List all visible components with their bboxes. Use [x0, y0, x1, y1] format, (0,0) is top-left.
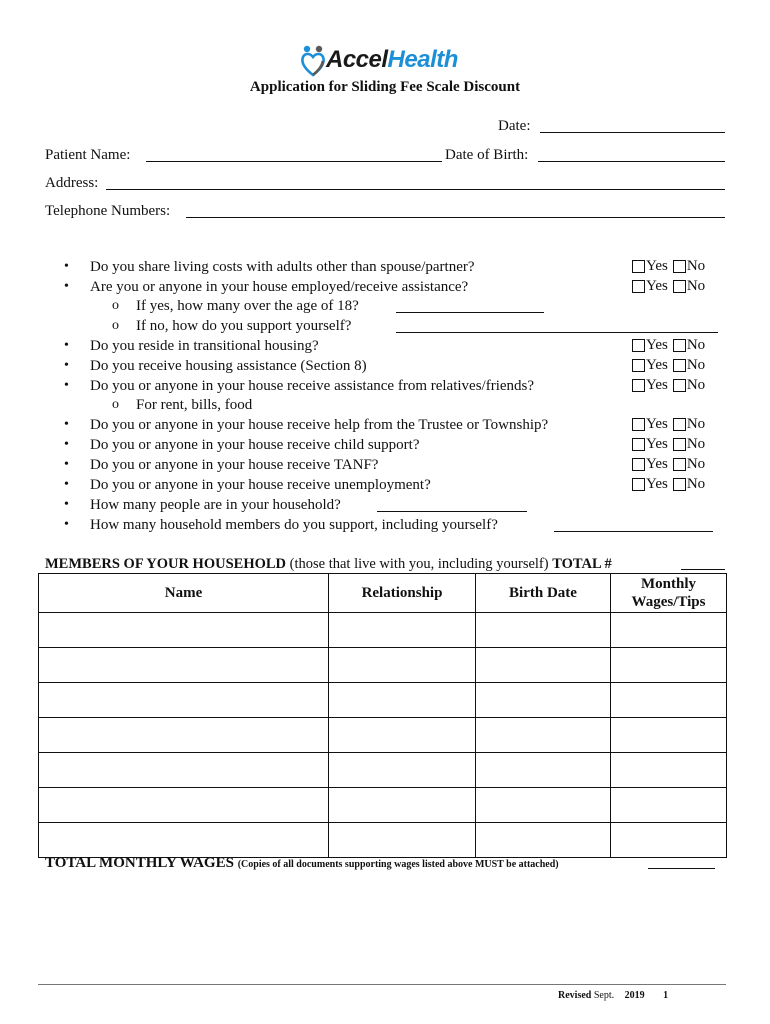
question-transitional-housing: Do you reside in transitional housing? — [90, 338, 319, 354]
yes-checkbox[interactable] — [632, 478, 645, 491]
question-section-8: Do you receive housing assistance (Section 8) — [90, 358, 367, 374]
patient-name-label: Patient Name: — [45, 147, 131, 163]
total-monthly-wages-label: TOTAL MONTHLY WAGES — [45, 855, 234, 871]
yes-checkbox[interactable] — [632, 418, 645, 431]
question-child-support: Do you or anyone in your house receive child support? — [90, 437, 420, 453]
yes-no-shared-costs — [632, 258, 705, 275]
name-cell[interactable] — [39, 788, 329, 823]
yes-checkbox[interactable] — [632, 379, 645, 392]
address-field[interactable] — [106, 189, 725, 190]
patient-name-field[interactable] — [146, 161, 442, 162]
bullet: • — [64, 338, 69, 353]
table-header-row — [39, 574, 727, 613]
yes-label: Yes — [646, 278, 668, 294]
column-header-monthly-wages — [611, 574, 727, 613]
form-title: Application for Sliding Fee Scale Discount — [249, 79, 521, 95]
yes-no-relatives-assistance — [632, 377, 705, 394]
bullet: • — [64, 477, 69, 492]
wages-cell[interactable] — [611, 753, 727, 788]
date-label: Date: — [498, 118, 531, 134]
question-tanf: Do you or anyone in your house receive TANF? — [90, 457, 379, 473]
question-shared-costs: Do you share living costs with adults other than spouse/partner? — [90, 259, 475, 275]
date-field[interactable] — [540, 132, 725, 133]
yes-no-unemployment — [632, 476, 705, 493]
sub-bullet: o — [112, 397, 119, 412]
no-label: No — [686, 278, 706, 294]
no-label: No — [686, 258, 706, 274]
question-trustee-township: Do you or anyone in your house receive help from the Trustee or Township? — [90, 417, 549, 433]
over-18-field[interactable] — [396, 312, 544, 313]
question-relatives-assistance: Do you or anyone in your house receive assistance from relatives/friends? — [90, 378, 535, 394]
dob-field[interactable] — [538, 161, 725, 162]
wages-cell[interactable] — [611, 683, 727, 718]
no-label: No — [686, 337, 706, 353]
name-cell[interactable] — [39, 613, 329, 648]
question-support-self: If no, how do you support yourself? — [136, 318, 352, 334]
total-monthly-wages-note: (Copies of all documents supporting wages listed above MUST be attached) — [237, 859, 559, 870]
relationship-cell[interactable] — [329, 788, 476, 823]
table-row — [39, 613, 727, 648]
yes-checkbox[interactable] — [632, 280, 645, 293]
yes-label: Yes — [646, 258, 668, 274]
bullet: • — [64, 378, 69, 393]
no-label: No — [686, 456, 706, 472]
household-heading-note: (those that live with you, including yourself) — [289, 556, 549, 572]
yes-label: Yes — [646, 337, 668, 353]
footer-divider — [38, 984, 726, 985]
phone-label: Telephone Numbers: — [45, 203, 171, 219]
page-number: 1 — [663, 990, 669, 1001]
yes-no-section-8 — [632, 357, 705, 374]
name-cell[interactable] — [39, 753, 329, 788]
household-heading-bold: MEMBERS OF YOUR HOUSEHOLD — [45, 556, 287, 572]
no-checkbox[interactable] — [673, 458, 686, 471]
household-members-table — [38, 573, 727, 858]
question-employed: Are you or anyone in your house employed/receive assistance? — [90, 279, 469, 295]
name-cell[interactable] — [39, 718, 329, 753]
table-row — [39, 718, 727, 753]
yes-label: Yes — [646, 436, 668, 452]
question-household-size: How many people are in your household? — [90, 497, 341, 513]
question-members-supported: How many household members do you support, including yourself? — [90, 517, 498, 533]
support-self-field[interactable] — [396, 332, 718, 333]
table-row — [39, 753, 727, 788]
yes-checkbox[interactable] — [632, 339, 645, 352]
table-row — [39, 788, 727, 823]
bullet: • — [64, 497, 69, 512]
no-checkbox[interactable] — [673, 260, 686, 273]
birth-date-cell[interactable] — [476, 613, 611, 648]
yes-no-employed — [632, 278, 705, 295]
bullet: • — [64, 279, 69, 294]
footer-revision — [558, 990, 668, 1001]
monthly-line-1: Monthly — [640, 576, 696, 592]
yes-label: Yes — [646, 377, 668, 393]
household-size-field[interactable] — [377, 511, 527, 512]
bullet: • — [64, 417, 69, 432]
birth-date-cell[interactable] — [476, 648, 611, 683]
total-monthly-wages-field[interactable] — [648, 868, 715, 869]
no-checkbox[interactable] — [673, 280, 686, 293]
bullet: • — [64, 259, 69, 274]
yes-checkbox[interactable] — [632, 260, 645, 273]
birth-date-cell[interactable] — [476, 753, 611, 788]
yes-checkbox[interactable] — [632, 359, 645, 372]
sub-bullet: o — [112, 318, 119, 333]
no-checkbox[interactable] — [673, 418, 686, 431]
yes-no-tanf — [632, 456, 705, 473]
heart-people-icon — [300, 44, 328, 78]
no-checkbox[interactable] — [673, 379, 686, 392]
column-header-name: Name — [39, 574, 329, 613]
monthly-line-2: Wages/Tips — [631, 594, 706, 610]
logo-wordmark: AccelHealth — [326, 46, 458, 73]
revised-month: Sept. — [593, 990, 615, 1001]
yes-label: Yes — [646, 476, 668, 492]
relationship-cell[interactable] — [329, 613, 476, 648]
question-over-18: If yes, how many over the age of 18? — [136, 298, 359, 314]
yes-label: Yes — [646, 416, 668, 432]
yes-no-child-support — [632, 436, 705, 453]
question-rent-bills-food: For rent, bills, food — [136, 397, 253, 413]
total-monthly-wages — [45, 855, 559, 872]
wages-cell[interactable] — [611, 718, 727, 753]
wages-cell[interactable] — [611, 823, 727, 858]
no-label: No — [686, 416, 706, 432]
relationship-cell[interactable] — [329, 823, 476, 858]
wages-cell[interactable] — [611, 648, 727, 683]
no-label: No — [686, 377, 706, 393]
no-label: No — [686, 357, 706, 373]
no-checkbox[interactable] — [673, 438, 686, 451]
column-header-relationship: Relationship — [329, 574, 476, 613]
question-unemployment: Do you or anyone in your house receive unemployment? — [90, 477, 431, 493]
members-supported-field[interactable] — [554, 531, 713, 532]
birth-date-cell[interactable] — [476, 683, 611, 718]
yes-label: Yes — [646, 456, 668, 472]
wages-cell[interactable] — [611, 613, 727, 648]
bullet: • — [64, 517, 69, 532]
column-header-birth-date: Birth Date — [476, 574, 611, 613]
no-checkbox[interactable] — [673, 339, 686, 352]
household-total-field[interactable] — [681, 569, 725, 570]
bullet: • — [64, 358, 69, 373]
table-row — [39, 823, 727, 858]
name-cell[interactable] — [39, 823, 329, 858]
revised-label: Revised — [558, 990, 592, 1001]
no-checkbox[interactable] — [673, 359, 686, 372]
no-checkbox[interactable] — [673, 478, 686, 491]
table-row — [39, 683, 727, 718]
yes-checkbox[interactable] — [632, 438, 645, 451]
relationship-cell[interactable] — [329, 718, 476, 753]
sub-bullet: o — [112, 298, 119, 313]
relationship-cell[interactable] — [329, 753, 476, 788]
household-heading — [45, 556, 612, 573]
birth-date-cell[interactable] — [476, 823, 611, 858]
address-label: Address: — [45, 175, 99, 191]
dob-label: Date of Birth: — [445, 147, 529, 163]
yes-checkbox[interactable] — [632, 458, 645, 471]
birth-date-cell[interactable] — [476, 718, 611, 753]
wages-cell[interactable] — [611, 788, 727, 823]
phone-field[interactable] — [186, 217, 725, 218]
birth-date-cell[interactable] — [476, 788, 611, 823]
no-label: No — [686, 436, 706, 452]
no-label: No — [686, 476, 706, 492]
household-total-label: TOTAL # — [552, 556, 612, 572]
yes-no-trustee-township — [632, 416, 705, 433]
relationship-cell[interactable] — [329, 648, 476, 683]
yes-no-transitional-housing — [632, 337, 705, 354]
table-row — [39, 648, 727, 683]
name-cell[interactable] — [39, 683, 329, 718]
name-cell[interactable] — [39, 648, 329, 683]
bullet: • — [64, 437, 69, 452]
yes-label: Yes — [646, 357, 668, 373]
relationship-cell[interactable] — [329, 683, 476, 718]
revised-year: 2019 — [624, 990, 645, 1001]
bullet: • — [64, 457, 69, 472]
